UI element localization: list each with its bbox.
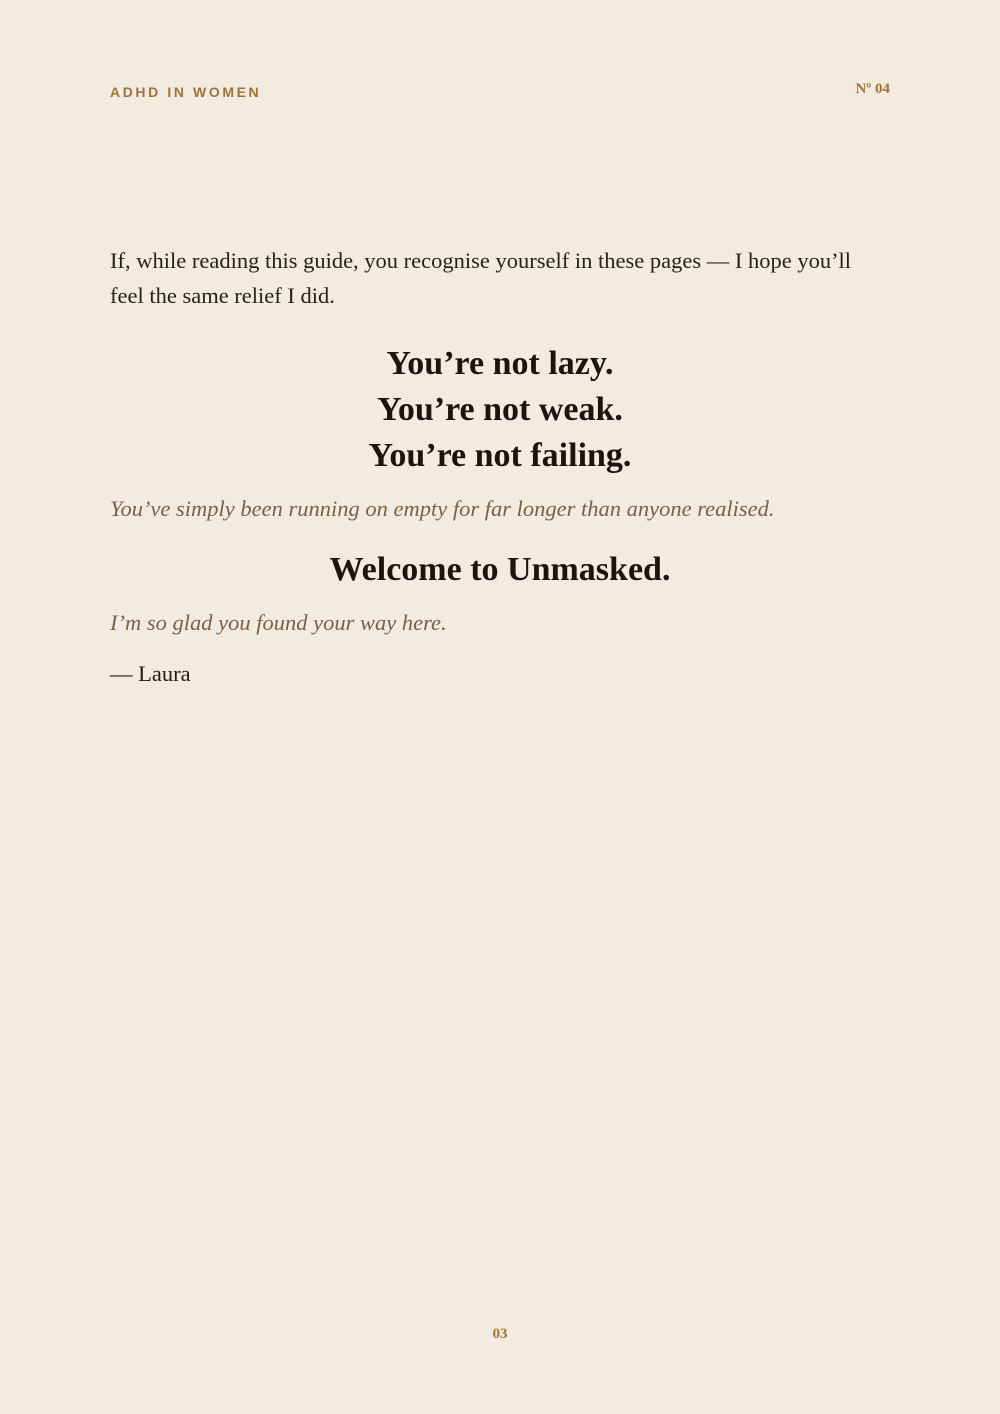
affirmation-not-weak: You’re not weak. bbox=[377, 391, 623, 428]
section-title: ADHD IN WOMEN bbox=[110, 84, 262, 100]
page-number: 03 bbox=[492, 1326, 508, 1342]
affirmations-block bbox=[110, 341, 890, 479]
affirmation-not-lazy: You’re not lazy. bbox=[386, 345, 614, 382]
issue-number: Nº 04 bbox=[855, 81, 890, 97]
welcome-heading: Welcome to Unmasked. bbox=[329, 551, 671, 588]
intro-paragraph: If, while reading this guide, you recognise yourself in these pages — I hope you’ll feel the same relief I did. bbox=[110, 248, 852, 308]
page-content bbox=[110, 243, 890, 690]
running-on-empty-line: You’ve simply been running on empty for far longer than anyone realised. bbox=[110, 496, 775, 521]
affirmation-not-failing: You’re not failing. bbox=[368, 437, 632, 474]
glad-line: I’m so glad you found your way here. bbox=[110, 610, 447, 635]
author-signature: — Laura bbox=[110, 661, 191, 686]
